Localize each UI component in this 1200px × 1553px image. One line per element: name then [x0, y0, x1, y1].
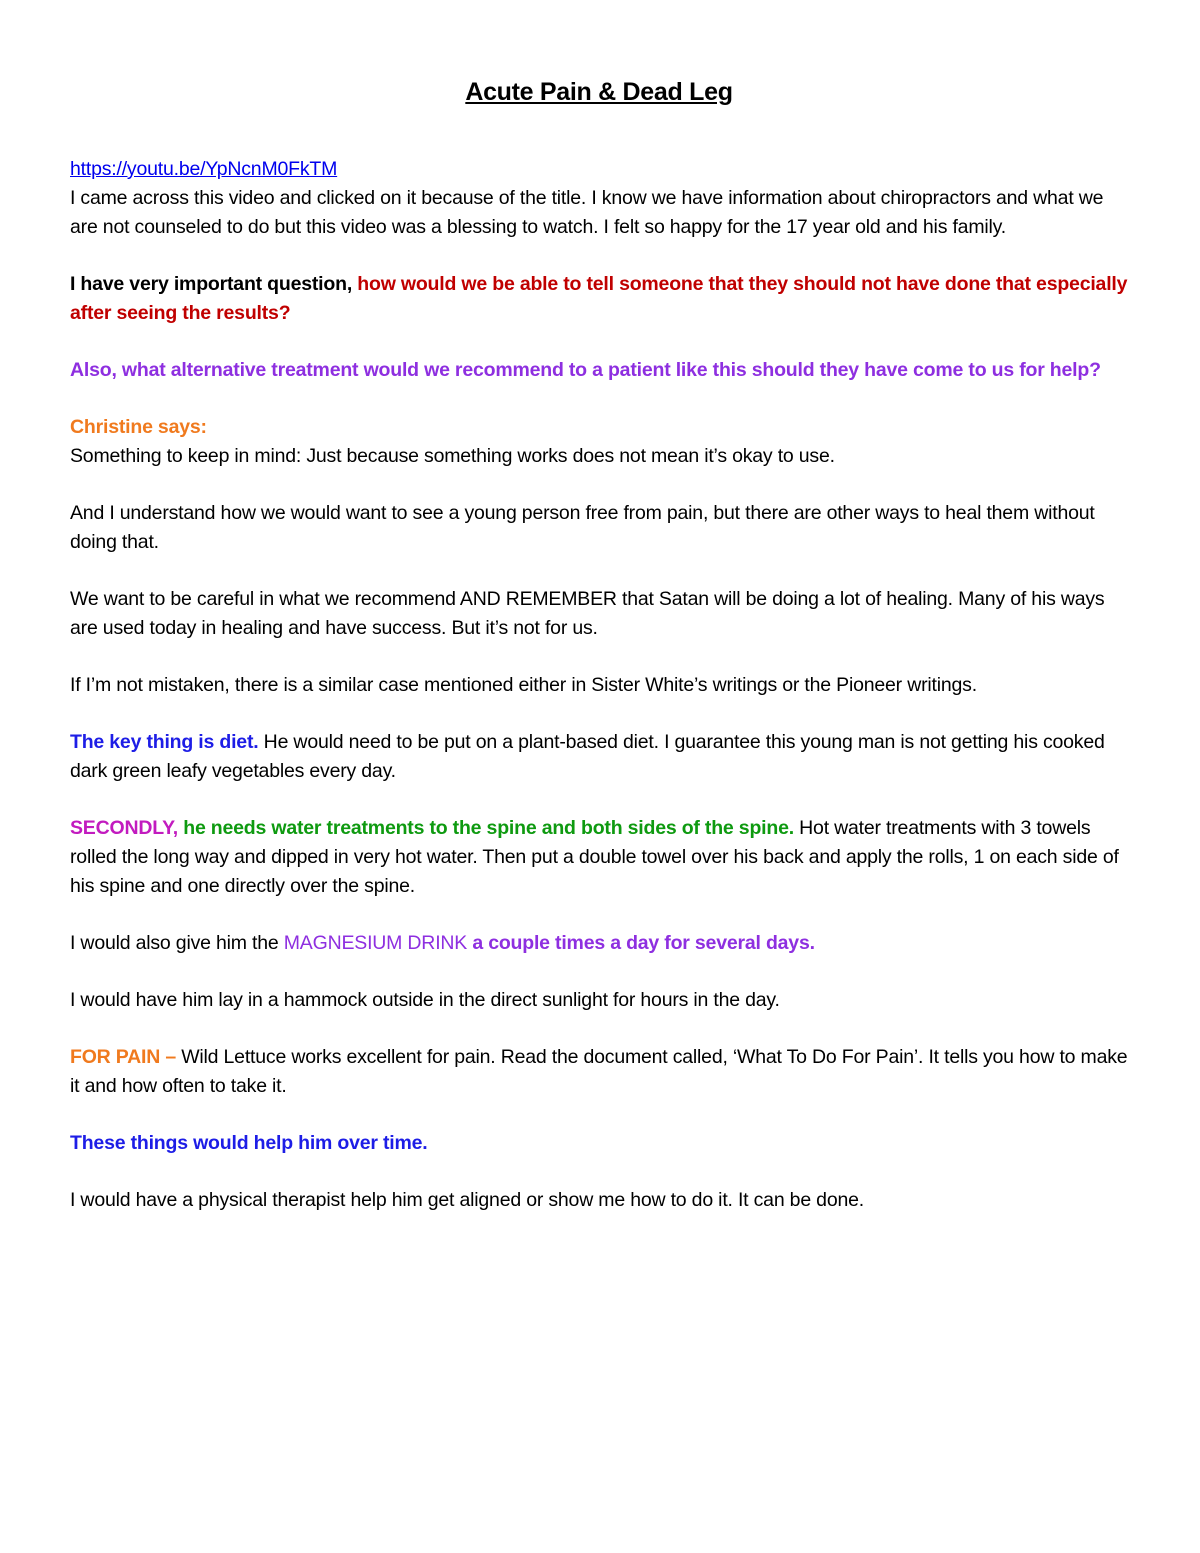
magnesium-rest: a couple times a day for several days. — [467, 932, 815, 954]
secondly-label: SECONDLY, — [70, 817, 179, 839]
paragraph-help: These things would help him over time. — [70, 1132, 428, 1154]
paragraph-pain — [70, 1043, 1128, 1101]
paragraph-magnesium — [70, 929, 1128, 958]
pain-rest: Wild Lettuce works excellent for pain. Read the document called, ‘What To Do For Pain’. It tells you how to make it and how often to take it. — [70, 1046, 1128, 1097]
christine-line-1: Something to keep in mind: Just because something works does not mean it’s okay to use. — [70, 445, 835, 467]
question-1-lead: I have very important question, — [70, 273, 358, 295]
paragraph-diet — [70, 728, 1128, 786]
secondly-rest: Hot water treatments with 3 towels rolled the long way and dipped in very hot water. Then put a double towel over his back and apply the rolls, 1 on each side of his spine and one directly over the spine. — [70, 817, 1119, 897]
paragraph-careful: We want to be careful in what we recommend AND REMEMBER that Satan will be doing a lot of healing. Many of his ways are used today in healing and have success. But it’s not for us. — [70, 588, 1105, 639]
pain-label: FOR PAIN – — [70, 1046, 176, 1068]
question-1-highlight: how would we be able to tell someone that they should not have done that especially after seeing the results? — [70, 273, 1128, 324]
christine-label: Christine says: — [70, 416, 207, 438]
intro-paragraph: I came across this video and clicked on it because of the title. I know we have information about chiropractors and what we are not counseled to do but this video was a blessing to watch. I felt so happy for the 17 year old and his family. — [70, 187, 1104, 238]
intro-link-line — [70, 155, 1128, 184]
paragraph-hammock: I would have him lay in a hammock outside in the direct sunlight for hours in the day. — [70, 989, 780, 1011]
document-title: Acute Pain & Dead Leg — [465, 78, 733, 106]
magnesium-drink: MAGNESIUM DRINK — [283, 932, 468, 954]
paragraph-therapist: I would have a physical therapist help him get aligned or show me how to do it. It can be done. — [70, 1189, 864, 1211]
paragraph-secondly — [70, 814, 1128, 901]
paragraph-understand: And I understand how we would want to see a young person free from pain, but there are other ways to heal them without doing that. — [70, 502, 1095, 553]
diet-rest: He would need to be put on a plant-based diet. I guarantee this young man is not getting his cooked dark green leafy vegetables every day. — [70, 731, 1105, 782]
question-1 — [70, 270, 1128, 328]
diet-key-phrase: The key thing is diet. — [70, 731, 259, 753]
secondly-highlight: he needs water treatments to the spine and both sides of the spine. — [178, 817, 794, 839]
question-2: Also, what alternative treatment would we recommend to a patient like this should they have come to us for help? — [70, 359, 1101, 381]
youtube-link[interactable]: https://youtu.be/YpNcnM0FkTM — [70, 158, 338, 180]
paragraph-mistaken: If I’m not mistaken, there is a similar case mentioned either in Sister White’s writings or the Pioneer writings. — [70, 674, 977, 696]
magnesium-lead: I would also give him the — [70, 932, 284, 954]
